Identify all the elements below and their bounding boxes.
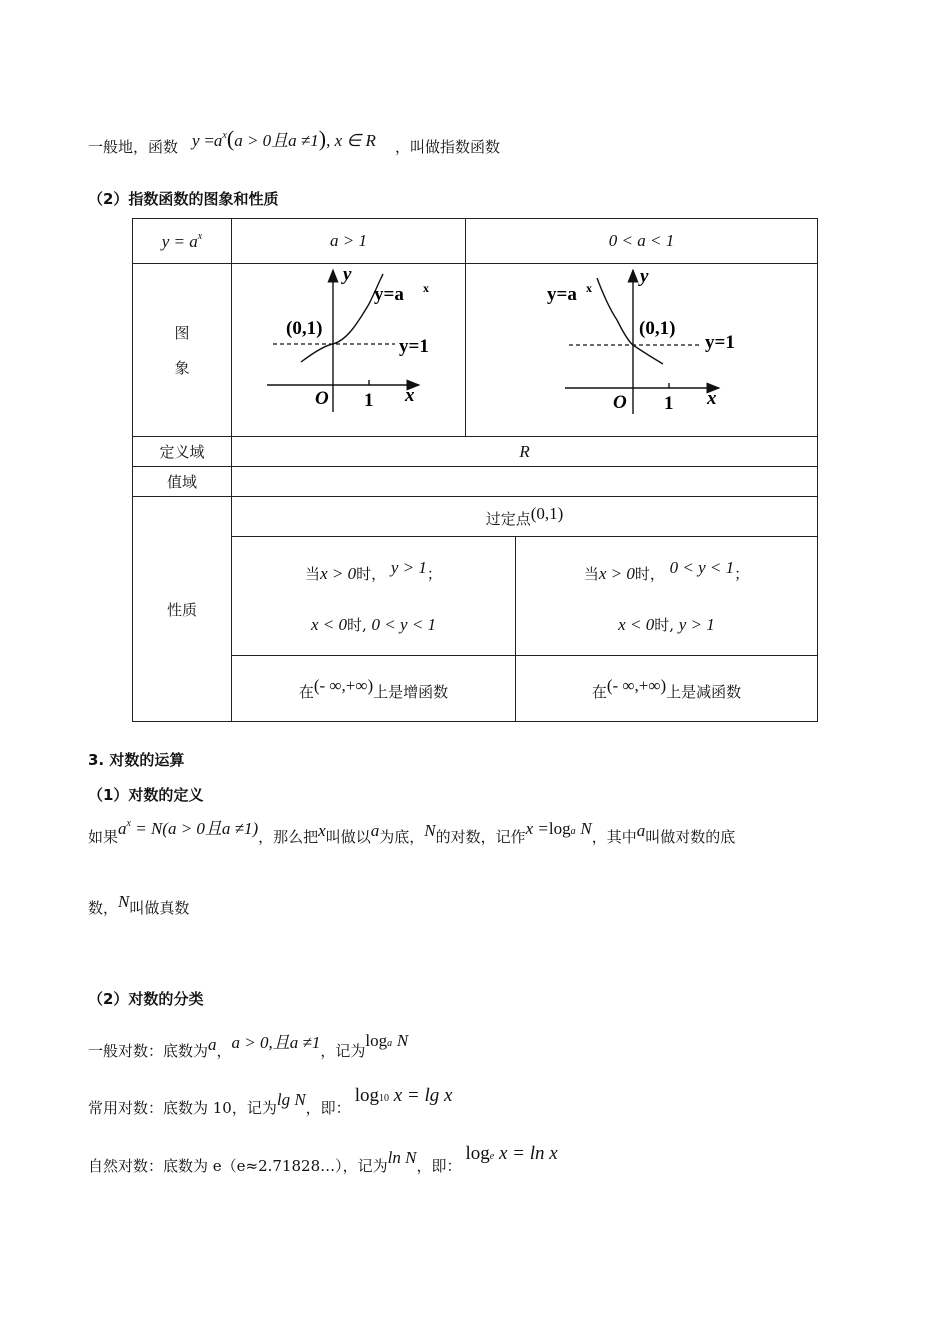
case1-line2-result: 0 < y < 1 (371, 614, 437, 634)
graph1-y-axis-label: y (342, 264, 351, 285)
general-p2: ， (216, 1042, 232, 1060)
natural-p2: ，即： (416, 1157, 462, 1175)
graph1-curve-label: y=a (373, 284, 404, 305)
case2-mono-suffix: 上是减函数 (666, 682, 742, 701)
general-log-line (88, 1031, 409, 1061)
intro-formula-a: a (213, 131, 223, 150)
graph1-origin-label: O (314, 388, 329, 409)
image-label-1: 图 (174, 324, 190, 342)
sub2-heading: （2）对数的分类 (88, 990, 204, 1008)
case1-line1-end: ； (426, 564, 442, 583)
header-case1: a > 1 (330, 231, 367, 250)
def-p4: 为底， (379, 828, 425, 846)
common-sub: 10 (378, 1093, 389, 1104)
graph2-cell (466, 264, 818, 437)
header-func-sup: x (197, 230, 203, 242)
image-row (133, 264, 818, 437)
def-line2-f1: N (118, 892, 130, 911)
case1-line1 (232, 558, 515, 584)
natural-log: log (465, 1143, 490, 1164)
case1-sign-cell (232, 537, 516, 656)
common-log-line (88, 1085, 453, 1119)
natural-log-line (88, 1143, 558, 1177)
graph1-one-label: 1 (363, 390, 373, 411)
case1-line1-mid: 时， (356, 564, 387, 583)
graph2-y-axis-label: y (639, 266, 648, 287)
common-f1: lg N (276, 1090, 306, 1109)
graph1-line-label: y=1 (398, 336, 429, 357)
case1-mono-suffix: 上是增函数 (373, 682, 449, 701)
def-p7: 叫做对数的底 (645, 828, 736, 846)
def-line2-p2: 叫做真数 (129, 899, 190, 917)
intro-formula-domain: , x ∈ R (326, 131, 376, 150)
general-n: N (396, 1031, 409, 1050)
case1-line1-prefix: 当 (305, 564, 321, 583)
def-f5-x: x = (525, 819, 549, 838)
natural-sub: e (489, 1151, 495, 1162)
case2-line1-prefix: 当 (583, 564, 599, 583)
case1-line1-result: y > 1 (390, 557, 427, 577)
graph2-x-axis-label: x (706, 388, 716, 409)
domain-value-cell (232, 437, 818, 467)
case2-mono-prefix: 在 (591, 682, 607, 701)
def-f4: N (424, 821, 436, 840)
case2-line2-cond: x < 0 (618, 614, 655, 634)
intro-formula-x: x (222, 130, 227, 141)
case2-line1 (516, 558, 817, 584)
header-row (133, 219, 818, 264)
case2-line1-cond: x > 0 (598, 563, 635, 583)
header-case2-cell (466, 219, 818, 264)
graph2-curve-label: y=a (546, 284, 577, 305)
case2-line1-mid: 时， (634, 564, 665, 583)
def-line-2 (88, 892, 190, 918)
header-case2: 0 < a < 1 (608, 231, 675, 250)
graph-decreasing (467, 264, 817, 432)
common-rest: x = lg x (388, 1085, 453, 1106)
case2-line1-result: 0 < y < 1 (669, 557, 735, 577)
case2-line1-end: ； (734, 564, 750, 583)
case2-sign-cell (515, 537, 817, 656)
graph1-cell (232, 264, 466, 437)
intro-prefix: 一般地，函数 (88, 138, 179, 156)
graph2-curve-sup: x (585, 281, 592, 295)
def-p6: ，其中 (591, 828, 637, 846)
case2-mono-interval: (- ∞,+∞) (606, 675, 667, 695)
case1-line2 (232, 614, 515, 635)
sign-row (133, 537, 818, 656)
fixed-point-value: (0,1) (530, 504, 564, 523)
def-p5: 的对数，记作 (435, 828, 526, 846)
header-func-cell (133, 219, 232, 264)
case1-line1-cond: x > 0 (320, 563, 357, 583)
def-f5-sub: a (570, 826, 576, 837)
case2-line2-result: y > 1 (678, 614, 715, 634)
def-f1-a: a (118, 819, 127, 838)
def-f1-rest: = N(a > 0且a ≠1) (130, 819, 259, 838)
domain-row (133, 437, 818, 467)
def-f1-x: x (126, 818, 131, 829)
case1-line2-cond: x < 0 (310, 614, 347, 634)
common-p2: ，即： (305, 1099, 351, 1117)
header-func: y = a (161, 231, 198, 251)
intro-formula-y: y (192, 131, 200, 150)
props-label: 性质 (133, 497, 232, 722)
image-label-cell (133, 264, 232, 437)
section3-heading: 3. 对数的运算 (88, 751, 185, 769)
def-p1: 如果 (88, 828, 119, 846)
general-f1: a (208, 1035, 217, 1054)
def-p2: ，那么把 (258, 828, 319, 846)
def-f3: a (370, 821, 380, 840)
natural-f1: ln N (387, 1148, 417, 1167)
intro-formula-open: ( (226, 126, 235, 151)
section-graph-heading: （2）指数函数的图象和性质 (88, 190, 279, 208)
domain-value: R (519, 441, 530, 461)
intro-line (88, 136, 178, 157)
def-f6: a (636, 821, 646, 840)
general-f2: a > 0,且a ≠1 (231, 1033, 321, 1052)
monotonic-row (133, 656, 818, 722)
intro-formula-eq: = (204, 131, 214, 150)
intro-formula-close: ) (318, 126, 327, 151)
intro-suffix: ，叫做指数函数 (395, 138, 501, 156)
graph2-origin-label: O (612, 392, 627, 413)
case2-mono-cell (515, 656, 817, 722)
graph2-line-label: y=1 (704, 332, 735, 353)
general-sub: a (387, 1038, 393, 1049)
range-value (232, 467, 818, 497)
def-f5-n: N (580, 819, 592, 838)
general-p3: ，记为 (320, 1042, 366, 1060)
sub1-heading: （1）对数的定义 (88, 786, 204, 804)
fixed-point-cell (232, 497, 818, 537)
fixed-point-row (133, 497, 818, 537)
natural-rest: x = ln x (494, 1143, 558, 1164)
image-label-2: 象 (174, 359, 190, 377)
common-log: log (354, 1085, 379, 1106)
case1-mono-interval: (- ∞,+∞) (313, 675, 374, 695)
general-log: log (365, 1031, 388, 1050)
case2-line2 (516, 614, 817, 635)
range-row (133, 467, 818, 497)
common-p1: 常用对数：底数为 10，记为 (88, 1099, 277, 1117)
graph2-point-label: (0,1) (638, 318, 675, 339)
def-p3: 叫做以 (325, 828, 371, 846)
def-line2-p1: 数， (88, 899, 119, 917)
case1-mono-cell (232, 656, 516, 722)
intro-formula-cond: a > 0且a ≠1 (234, 131, 319, 150)
def-f5-log: log (548, 819, 571, 838)
graph1-x-axis-label: x (404, 385, 414, 406)
range-label: 值域 (133, 467, 232, 497)
domain-label: 定义域 (133, 437, 232, 467)
fixed-point-text: 过定点 (485, 510, 531, 528)
header-case1-cell (232, 219, 466, 264)
def-line-1 (88, 818, 736, 847)
case1-line2-mid: 时, (346, 615, 367, 634)
graph1-curve-sup: x (422, 281, 429, 295)
natural-p1: 自然对数：底数为 e（e≈2.71828…），记为 (88, 1157, 388, 1175)
graph2-one-label: 1 (663, 393, 673, 414)
graph1-point-label: (0,1) (285, 318, 322, 339)
case2-line2-mid: 时, (654, 615, 674, 634)
case1-mono-prefix: 在 (298, 682, 314, 701)
general-p1: 一般对数：底数为 (88, 1042, 209, 1060)
graph-increasing (233, 264, 465, 432)
def-f2: x (318, 821, 326, 840)
exponential-properties-table (132, 218, 818, 722)
intro-formula (192, 126, 376, 152)
